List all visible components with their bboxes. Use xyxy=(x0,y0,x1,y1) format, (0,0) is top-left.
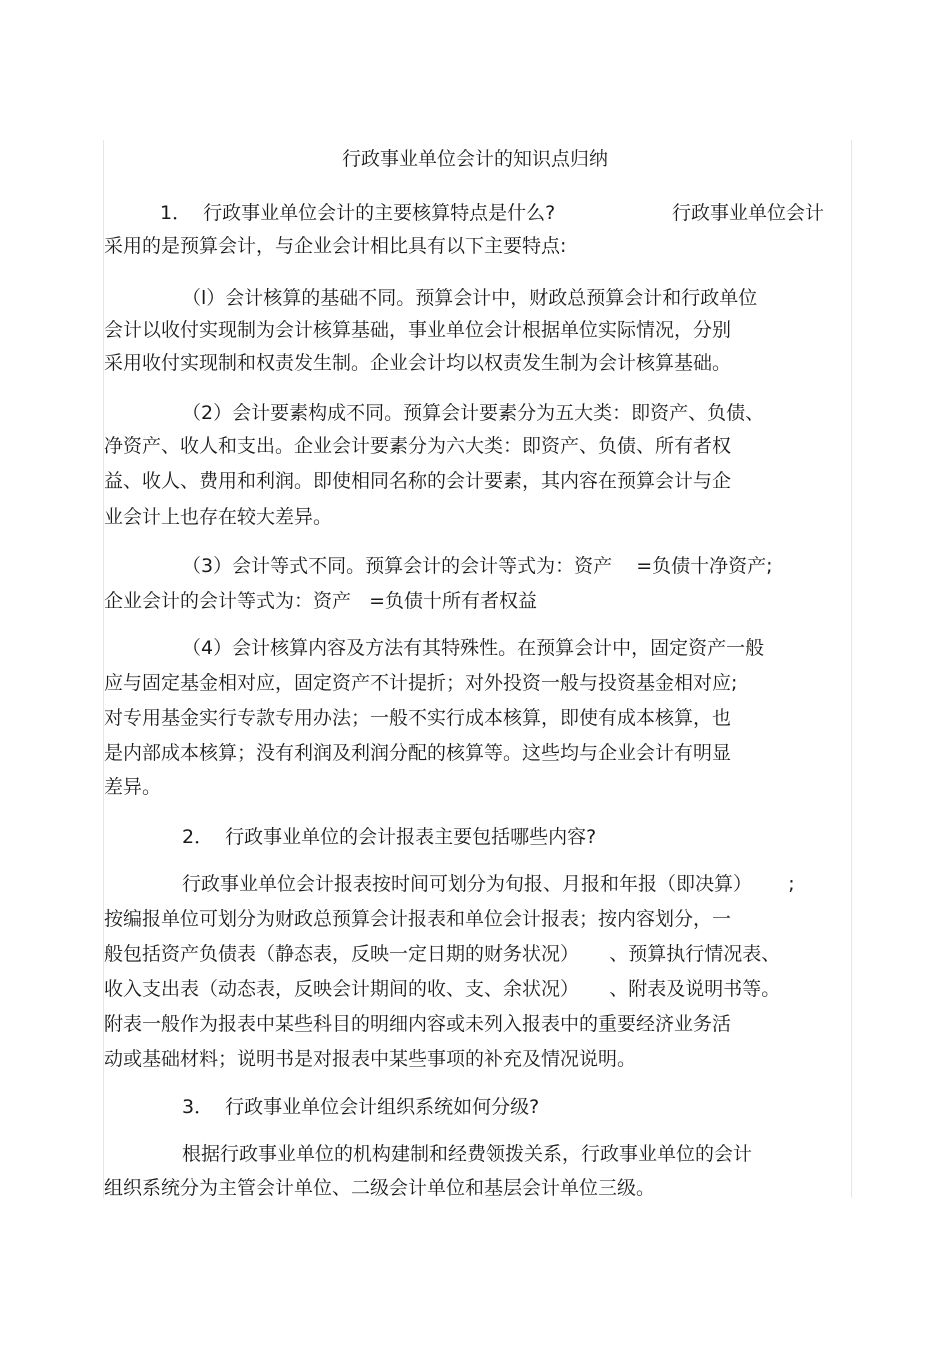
question-2-answer-line: 附表一般作为报表中某些科目的明细内容或未列入报表中的重要经济业务活 xyxy=(104,1013,732,1035)
paragraph-4-line: 差异。 xyxy=(104,776,162,798)
question-2-heading: 2． 行政事业单位的会计报表主要包括哪些内容? xyxy=(182,826,597,848)
paragraph-4-line: （4）会计核算内容及方法有其特殊性。在预算会计中，固定资产一般 xyxy=(182,637,765,659)
paragraph-3-line: 企业会计的会计等式为：资产 =负债十所有者权益 xyxy=(104,590,538,612)
paragraph-4-line: 对专用基金实行专款专用办法；一般不实行成本核算，即使有成本核算，也 xyxy=(104,707,732,729)
paragraph-4-line: 应与固定基金相对应，固定资产不计提折；对外投资一般与投资基金相对应; xyxy=(104,672,738,694)
question-2-answer-line: 行政事业单位会计报表按时间可划分为旬报、月报和年报（即决算） ; xyxy=(182,873,795,895)
paragraph-2-line: （2）会计要素构成不同。预算会计要素分为五大类：即资产、负债、 xyxy=(182,402,765,424)
question-1-heading: 1． 行政事业单位会计的主要核算特点是什么? xyxy=(160,202,556,224)
question-1-answer-start: 行政事业单位会计 xyxy=(672,202,825,224)
paragraph-2-line: 业会计上也存在较大差异。 xyxy=(104,506,333,528)
paragraph-4-line: 是内部成本核算；没有利润及利润分配的核算等。这些均与企业会计有明显 xyxy=(104,742,732,764)
paragraph-1-line: 采用收付实现制和权责发生制。企业会计均以权责发生制为会计核算基础。 xyxy=(104,352,732,374)
question-2-answer-line: 动或基础材料；说明书是对报表中某些事项的补充及情况说明。 xyxy=(104,1048,637,1070)
paragraph-3-line: （3）会计等式不同。预算会计的会计等式为：资产 =负债十净资产; xyxy=(182,555,773,577)
paragraph-1-line: 会计以收付实现制为会计核算基础，事业单位会计根据单位实际情况，分别 xyxy=(104,319,732,341)
paragraph-1-line: （l）会计核算的基础不同。预算会计中，财政总预算会计和行政单位 xyxy=(182,287,758,309)
question-3-answer-line: 根据行政事业单位的机构建制和经费领拨关系，行政事业单位的会计 xyxy=(182,1143,753,1165)
question-3-heading: 3． 行政事业单位会计组织系统如何分级? xyxy=(182,1096,540,1118)
paragraph-2-line: 净资产、收人和支出。企业会计要素分为六大类：即资产、负债、所有者权 xyxy=(104,435,732,457)
question-2-answer-line: 按编报单位可划分为财政总预算会计报表和单位会计报表；按内容划分，一 xyxy=(104,908,732,930)
question-1-answer-line: 采用的是预算会计，与企业会计相比具有以下主要特点: xyxy=(104,235,567,257)
document-title: 行政事业单位会计的知识点归纳 xyxy=(341,148,608,170)
question-2-answer-line: 般包括资产负债表（静态表，反映一定日期的财务状况） 、预算执行情况表、 xyxy=(104,943,781,965)
question-2-answer-line: 收入支出表（动态表，反映会计期间的收、支、余状况） 、附表及说明书等。 xyxy=(104,978,781,1000)
question-3-answer-line: 组织系统分为主管会计单位、二级会计单位和基层会计单位三级。 xyxy=(104,1177,656,1199)
paragraph-2-line: 益、收人、费用和利润。即使相同名称的会计要素，其内容在预算会计与企 xyxy=(104,470,732,492)
